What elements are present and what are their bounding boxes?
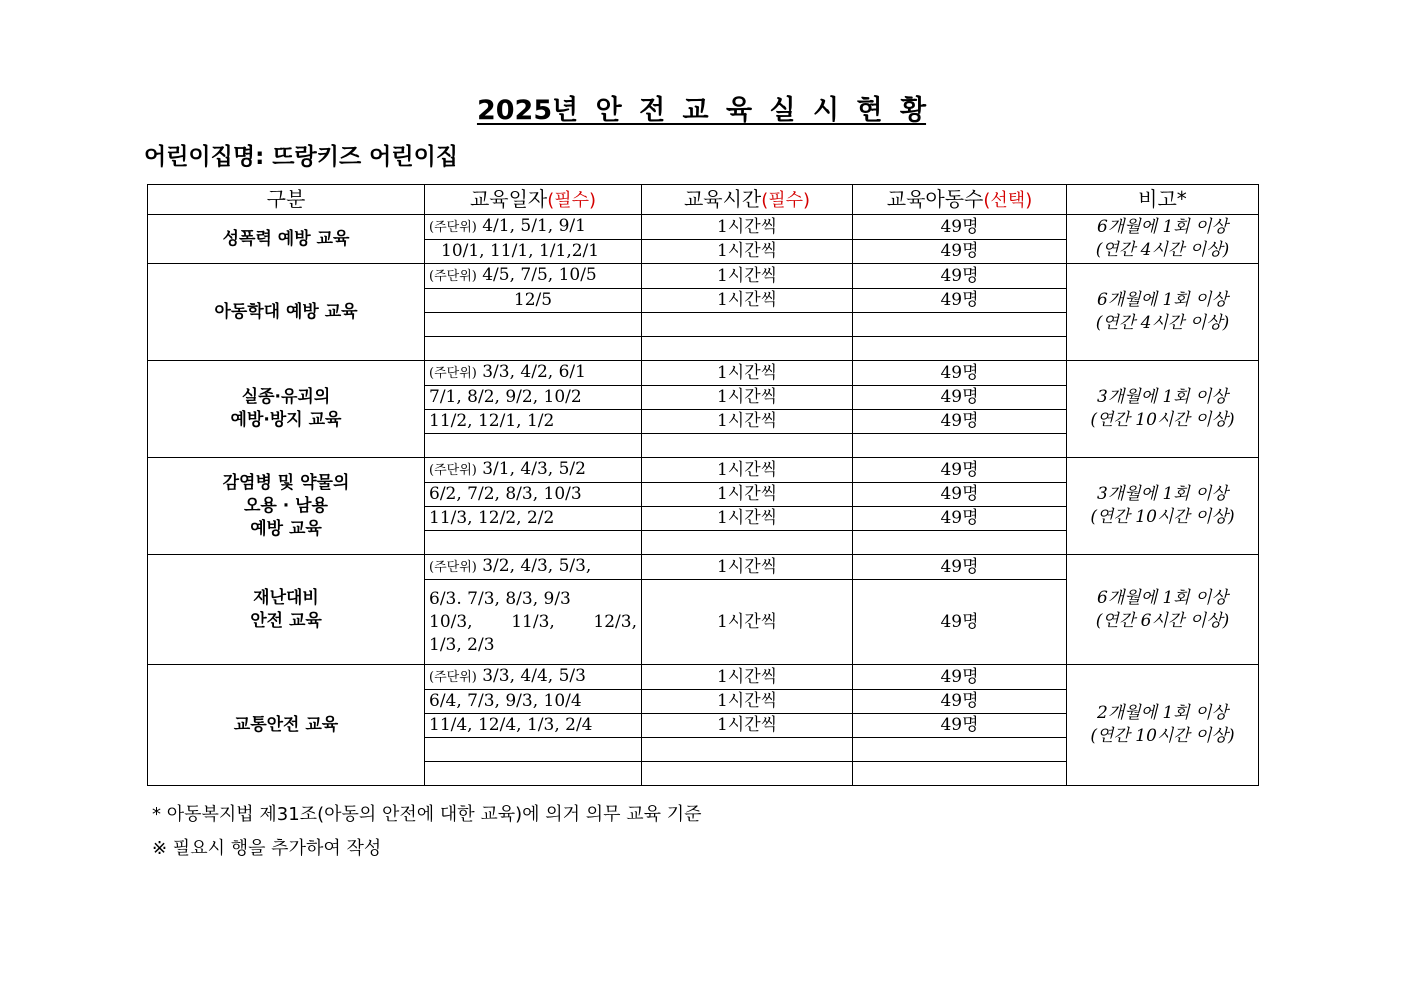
date-cell: 11/2, 12/1, 1/2 xyxy=(425,410,642,434)
category-cell: 실종·유괴의 예방·방지 교육 xyxy=(148,361,425,458)
hours-cell: 1시간씩 xyxy=(642,410,853,434)
category-cell: 성폭력 예방 교육 xyxy=(148,215,425,264)
empty-cell xyxy=(642,337,853,361)
note-cell: 6개월에 1회 이상 (연간 4시간 이상) xyxy=(1067,215,1259,264)
header-date: 교육일자(필수) xyxy=(425,185,642,215)
children-cell: 49명 xyxy=(853,386,1067,410)
footnote-legal-basis: * 아동복지법 제31조(아동의 안전에 대한 교육)에 의거 의무 교육 기준 xyxy=(152,804,702,825)
empty-cell xyxy=(853,762,1067,786)
hours-cell: 1시간씩 xyxy=(642,458,853,483)
children-cell: 49명 xyxy=(853,215,1067,240)
date-cell: 11/4, 12/4, 1/3, 2/4 xyxy=(425,714,642,738)
date-cell: 6/3. 7/3, 8/3, 9/3 10/3, 11/3, 12/3, 1/3, 2/3 xyxy=(425,580,642,665)
children-cell: 49명 xyxy=(853,264,1067,289)
table-row xyxy=(148,555,1259,580)
table-row xyxy=(148,361,1259,386)
category-cell: 아동학대 예방 교육 xyxy=(148,264,425,361)
children-cell: 49명 xyxy=(853,458,1067,483)
header-hours: 교육시간(필수) xyxy=(642,185,853,215)
date-cell: 10/1, 11/1, 1/1,2/1 xyxy=(425,240,642,264)
children-cell: 49명 xyxy=(853,289,1067,313)
empty-cell xyxy=(853,531,1067,555)
table-row xyxy=(148,665,1259,690)
empty-cell xyxy=(425,337,642,361)
hours-cell: 1시간씩 xyxy=(642,215,853,240)
hours-cell: 1시간씩 xyxy=(642,264,853,289)
hours-cell: 1시간씩 xyxy=(642,665,853,690)
date-cell: 7/1, 8/2, 9/2, 10/2 xyxy=(425,386,642,410)
empty-cell xyxy=(853,313,1067,337)
date-cell: (주단위) 3/1, 4/3, 5/2 xyxy=(425,458,642,483)
empty-cell xyxy=(853,738,1067,762)
empty-cell xyxy=(642,738,853,762)
header-note: 비고* xyxy=(1067,185,1259,215)
date-cell: (주단위) 3/3, 4/4, 5/3 xyxy=(425,665,642,690)
date-cell: 12/5 xyxy=(425,289,642,313)
header-category: 구분 xyxy=(148,185,425,215)
note-cell: 2개월에 1회 이상 (연간 10시간 이상) xyxy=(1067,665,1259,786)
date-cell: 6/2, 7/2, 8/3, 10/3 xyxy=(425,483,642,507)
category-cell: 감염병 및 약물의 오용 · 남용 예방 교육 xyxy=(148,458,425,555)
table-header-row xyxy=(148,185,1259,215)
empty-cell xyxy=(853,337,1067,361)
empty-cell xyxy=(642,531,853,555)
empty-cell xyxy=(642,762,853,786)
hours-cell: 1시간씩 xyxy=(642,483,853,507)
optional-mark: (선택) xyxy=(983,189,1033,211)
note-cell: 3개월에 1회 이상 (연간 10시간 이상) xyxy=(1067,361,1259,458)
children-cell: 49명 xyxy=(853,555,1067,580)
empty-cell xyxy=(425,762,642,786)
empty-cell xyxy=(853,434,1067,458)
empty-cell xyxy=(642,434,853,458)
hours-cell: 1시간씩 xyxy=(642,289,853,313)
empty-cell xyxy=(425,434,642,458)
required-mark: (필수) xyxy=(547,189,597,211)
children-cell: 49명 xyxy=(853,714,1067,738)
date-cell: (주단위) 3/2, 4/3, 5/3, xyxy=(425,555,642,580)
note-cell: 6개월에 1회 이상 (연간 6시간 이상) xyxy=(1067,555,1259,665)
document-title-text: 2025년 안 전 교 육 실 시 현 황 xyxy=(476,95,927,126)
children-cell: 49명 xyxy=(853,483,1067,507)
children-cell: 49명 xyxy=(853,240,1067,264)
hours-cell: 1시간씩 xyxy=(642,386,853,410)
hours-cell: 1시간씩 xyxy=(642,240,853,264)
hours-cell: 1시간씩 xyxy=(642,690,853,714)
hours-cell: 1시간씩 xyxy=(642,714,853,738)
date-cell: 6/4, 7/3, 9/3, 10/4 xyxy=(425,690,642,714)
footnote-add-rows: ※ 필요시 행을 추가하여 작성 xyxy=(152,838,382,859)
children-cell: 49명 xyxy=(853,690,1067,714)
header-children: 교육아동수(선택) xyxy=(853,185,1067,215)
empty-cell xyxy=(425,313,642,337)
table-row xyxy=(148,215,1259,240)
safety-education-table xyxy=(147,184,1259,786)
children-cell: 49명 xyxy=(853,361,1067,386)
date-cell: (주단위) 4/5, 7/5, 10/5 xyxy=(425,264,642,289)
empty-cell xyxy=(425,531,642,555)
table-row xyxy=(148,264,1259,289)
note-cell: 6개월에 1회 이상 (연간 4시간 이상) xyxy=(1067,264,1259,361)
empty-cell xyxy=(642,313,853,337)
hours-cell: 1시간씩 xyxy=(642,507,853,531)
date-cell: (주단위) 3/3, 4/2, 6/1 xyxy=(425,361,642,386)
required-mark: (필수) xyxy=(761,189,811,211)
category-cell: 교통안전 교육 xyxy=(148,665,425,786)
children-cell: 49명 xyxy=(853,665,1067,690)
children-cell: 49명 xyxy=(853,410,1067,434)
children-cell: 49명 xyxy=(853,580,1067,665)
children-cell: 49명 xyxy=(853,507,1067,531)
hours-cell: 1시간씩 xyxy=(642,555,853,580)
document-title xyxy=(0,88,1403,127)
note-cell: 3개월에 1회 이상 (연간 10시간 이상) xyxy=(1067,458,1259,555)
hours-cell: 1시간씩 xyxy=(642,580,853,665)
date-cell: 11/3, 12/2, 2/2 xyxy=(425,507,642,531)
daycare-name: 어린이집명: 뜨랑키즈 어린이집 xyxy=(144,144,459,170)
empty-cell xyxy=(425,738,642,762)
date-cell: (주단위) 4/1, 5/1, 9/1 xyxy=(425,215,642,240)
category-cell: 재난대비 안전 교육 xyxy=(148,555,425,665)
table-row xyxy=(148,458,1259,483)
hours-cell: 1시간씩 xyxy=(642,361,853,386)
